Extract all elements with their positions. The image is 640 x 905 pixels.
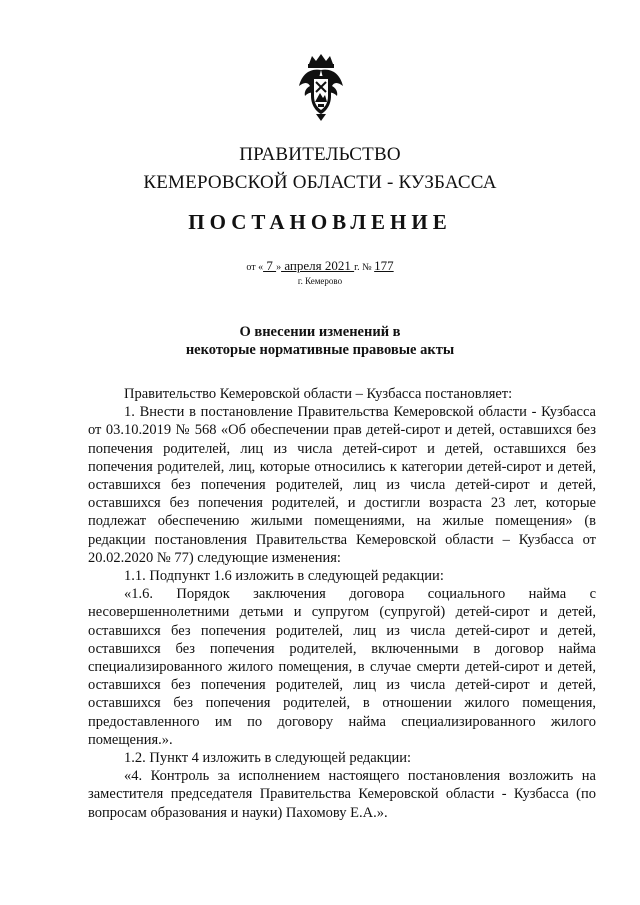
- kuzbass-coat-of-arms-icon: [296, 52, 346, 122]
- date-from-label: от «: [246, 262, 264, 273]
- subject-line2: некоторые нормативные правовые акты: [185, 342, 455, 358]
- body-paragraph-4-text: «4. Контроль за исполнением настоящего постановления возложить на заместителя председателя Правительства Кемеровской области - Кузбасса (по вопросам образования и науки) Пахомову Е.А.».: [88, 768, 596, 821]
- date-day-close: »: [276, 262, 282, 273]
- body-paragraph-1: 1. Внести в постановление Правительства Кемеровской области - Кузбасса от 03.10.2019 № 568 «Об обеспечении прав детей-сирот и детей, оставшихся без попечения родителей, лиц из числа детей-сирот и детей, оставшихся без попечения родителей, лиц, которые относились к категории детей-сирот и детей, оставшихся без попечения родителей, лиц из числа детей-сирот и детей, оставшихся без попечения родителей, и достигли возраста 23 лет, которые подлежат обеспечению жилыми помещениями, на жилые помещения» (в редакции постановления Правительства Кемеровской области – Кузбасса от 20.02.2020 № 77) следующие изменения:: [88, 404, 596, 566]
- number-label: №: [359, 262, 375, 273]
- date-month-year: апреля 2021: [281, 258, 355, 273]
- document-date-number: [0, 258, 640, 274]
- subject-line1: О внесении изменений в: [239, 324, 401, 340]
- government-name-line2: КЕМЕРОВСКОЙ ОБЛАСТИ - КУЗБАССА: [143, 172, 497, 193]
- date-day: 7: [263, 258, 277, 273]
- document-subject: [0, 323, 640, 359]
- body-paragraph-1-2: 1.2. Пункт 4 изложить в следующей редакции:: [124, 750, 412, 767]
- body-paragraph-1-6-text: «1.6. Порядок заключения договора социального найма с несовершеннолетними детьми и супругом (супругой) детей-сирот и детей, оставшихся без попечения родителей, лиц из числа детей-сирот и детей, оставшихся без попечения родителей, включенными в договор найма специализированного жилого помещения, в случае смерти детей-сирот и детей, оставшихся без попечения родителей, лиц из числа детей-сирот и детей, оставшихся без попечения родителей, в отношении жилого помещения, предоставленного им по договору найма специализированного жилого помещения.».: [88, 586, 596, 748]
- date-year-suffix: г.: [354, 262, 360, 273]
- body-paragraph-1-1: 1.1. Подпункт 1.6 изложить в следующей редакции:: [124, 568, 444, 585]
- body-paragraph-preamble: Правительство Кемеровской области – Кузбасса постановляет:: [124, 386, 513, 402]
- government-name-line1: ПРАВИТЕЛЬСТВО: [239, 144, 401, 165]
- document-city: г. Кемерово: [297, 276, 343, 286]
- document-type-title: ПОСТАНОВЛЕНИЕ: [188, 210, 452, 234]
- document-body: [88, 385, 596, 822]
- document-number: 177: [374, 258, 394, 273]
